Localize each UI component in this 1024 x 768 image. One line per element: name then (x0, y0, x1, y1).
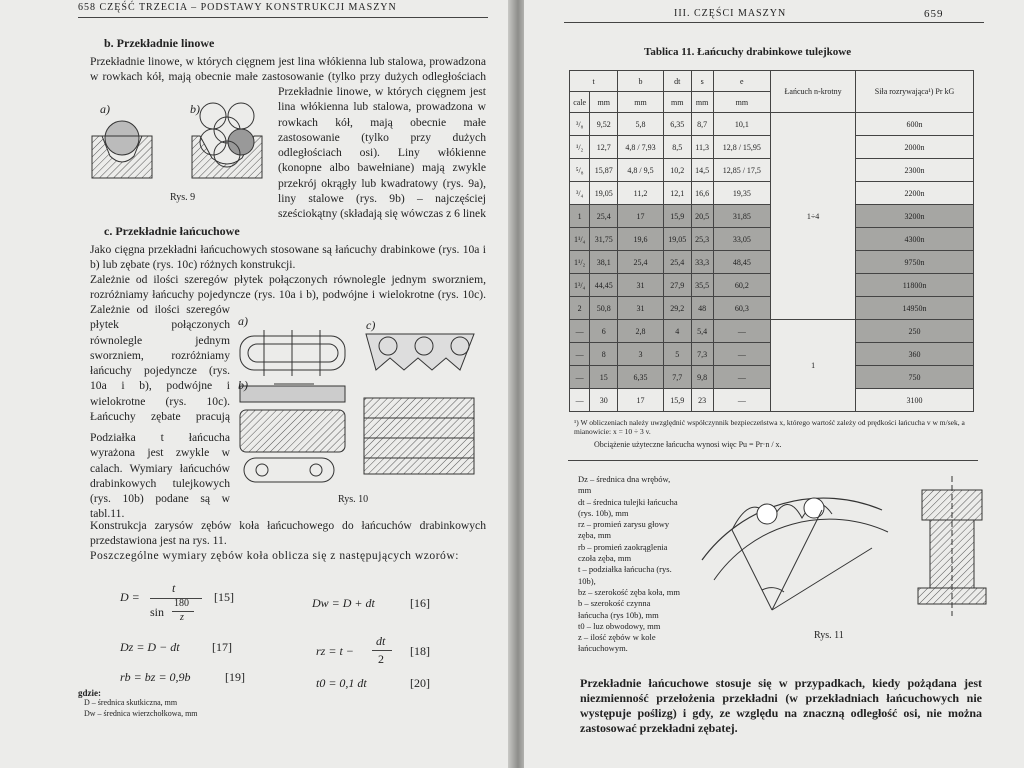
cell-pitch-inch: ¹/₂ (570, 136, 590, 159)
unit-mm-e: mm (713, 92, 770, 113)
cell-b: 31 (618, 297, 664, 320)
formula-15-numerator: t (172, 581, 176, 595)
cell-s: 23 (691, 389, 713, 412)
legend-item: rb – promień zaokrąglenia czoła zęba, mm (578, 541, 668, 564)
section-c-paragraph-3: Podziałka t łańcucha wyrażona jest zwykle w calach. Wymiary łańcuchów drabinkowych tulejkowych (rys. 10b) podane są w tabl.11. (90, 431, 230, 520)
legend-item: dt – średnica tulejki łańcucha (rys. 10b), mm (578, 496, 678, 518)
formula-15-sin: sin (150, 605, 165, 619)
cell-pitch-inch: ⁵/₈ (570, 159, 590, 182)
cell-s: 35,5 (691, 274, 713, 297)
section-c-title: c. Przekładnie łańcuchowe (104, 224, 240, 238)
cell-dt: 15,9 (663, 389, 691, 412)
figure-10-label-c: c) (366, 318, 376, 332)
cell-breaking-force: 11800n (856, 274, 974, 297)
cell-e: 60,3 (713, 297, 770, 320)
cell-b: 31 (618, 274, 664, 297)
cell-s: 5,4 (691, 320, 713, 343)
cell-pitch-inch: — (570, 366, 590, 389)
cell-pitch-inch: 1 (570, 205, 590, 228)
col-header-e: e (713, 71, 770, 92)
legend-item: z – ilość zębów w kole łańcuchowym. (578, 632, 656, 654)
figure-9-rope-cross-sections (82, 96, 272, 186)
closing-paragraph: Przekładnie łańcuchowe stosuje się w przypadkach, kiedy pożądana jest niezmienność przełożenia przekładni (w przekładniach łańcuchowych nie występuje poślizg) i gdy, ze względu na znaczną odległość osi, nie można zastosować przekładni zębatej. (580, 676, 982, 735)
cell-dt: 19,05 (663, 228, 691, 251)
cell-breaking-force: 14950n (856, 297, 974, 320)
cell-s: 33,3 (691, 251, 713, 274)
cell-b: 17 (618, 205, 664, 228)
cell-pitch-mm: 50,8 (590, 297, 618, 320)
legend-item: rz – promień zarysu głowy zęba, mm (578, 519, 670, 541)
cell-pitch-mm: 15 (590, 366, 618, 389)
col-header-s: s (691, 71, 713, 92)
cell-pitch-inch: 2 (570, 297, 590, 320)
table-row (570, 320, 974, 343)
cell-breaking-force: 2200n (856, 182, 974, 205)
legend-item: b – szerokość czynna łańcucha (rys 10b), mm (578, 598, 659, 620)
cell-s: 14,5 (691, 159, 713, 182)
cell-breaking-force: 9750n (856, 251, 974, 274)
right-page-number: 659 (924, 8, 944, 20)
formula-16-number: [16] (410, 596, 430, 610)
right-page (524, 0, 1024, 768)
col-header-n: Łańcuch n-krotny (771, 71, 856, 113)
cell-pitch-inch: ³/₄ (570, 182, 590, 205)
cell-pitch-mm: 19,05 (590, 182, 618, 205)
cell-b: 17 (618, 389, 664, 412)
cell-pitch-mm: 9,52 (590, 113, 618, 136)
formula-16: Dw = D + dt (312, 596, 375, 610)
chain-dimension-table (569, 70, 974, 412)
cell-breaking-force: 2000n (856, 136, 974, 159)
cell-s: 8,7 (691, 113, 713, 136)
cell-pitch-inch: 1³/₄ (570, 274, 590, 297)
cell-dt: 6,35 (663, 113, 691, 136)
section-b-title: b. Przekładnie linowe (104, 36, 215, 50)
cell-s: 11,3 (691, 136, 713, 159)
cell-b: 4,8 / 7,93 (618, 136, 664, 159)
table-title: Tablica 11. Łańcuchy drabinkowe tulejkowe (644, 46, 852, 58)
table-bottom-rule (568, 460, 978, 461)
formula-20: t0 = 0,1 dt (316, 676, 367, 690)
cell-e: 33,05 (713, 228, 770, 251)
formula-19-number: [19] (225, 670, 245, 684)
legend-item: bz – szerokość zęba koła, mm (578, 586, 680, 597)
cell-pitch-mm: 30 (590, 389, 618, 412)
cell-pitch-mm: 15,87 (590, 159, 618, 182)
figure-10-chain-drawings (234, 318, 484, 488)
paragraph-konstrukcja: Konstrukcja zarysów zębów koła łańcuchowego do łańcuchów drabinkowych przedstawiona jest na rys. 11. (90, 519, 486, 548)
cell-e: 12,85 / 17,5 (713, 159, 770, 182)
cell-breaking-force: 2300n (856, 159, 974, 182)
cell-e: 60,2 (713, 274, 770, 297)
cell-dt: 10,2 (663, 159, 691, 182)
formula-18-denominator: 2 (378, 652, 384, 666)
cell-b: 25,4 (618, 251, 664, 274)
cell-s: 9,8 (691, 366, 713, 389)
cell-breaking-force: 600n (856, 113, 974, 136)
figure-9-caption: Rys. 9 (170, 192, 196, 203)
figure-11-sprocket-tooth-profile (692, 470, 1012, 630)
formula-15-lhs: D = (120, 590, 140, 604)
legend-item: Dz – średnica dna wrębów, mm (578, 474, 671, 496)
unit-cale: cale (570, 92, 590, 113)
section-c-paragraph-2: Zależnie od ilości szeregów płytek połączonych równolegle jednym sworzniem, rozróżniamy łańcuchy pojedyncze (rys. 10a i b), podwójne i wielokrotne (rys. 10c). (90, 273, 486, 302)
formula-15-denominator-den: z (180, 612, 184, 623)
cell-e: 31,85 (713, 205, 770, 228)
cell-b: 6,35 (618, 366, 664, 389)
cell-dt: 27,9 (663, 274, 691, 297)
gdzie-title: gdzie: (78, 688, 101, 698)
cell-pitch-mm: 44,45 (590, 274, 618, 297)
header-rule (564, 22, 984, 23)
cell-e: 48,45 (713, 251, 770, 274)
section-b-paragraph-wrap: Przekładnie linowe, w których cięgnem jest lina włókienna lub stalowa, prowadzona w rowkach kół, mają obecnie małe zastosowanie (tylko przy dużych odległościach osi). Liny włókienne (konopne albo bawełniane) mają zwykle przekrój okrągły lub kwadratowy (rys. 9a), liny stalowe (rys. 9b) – najczęściej sześciokątny (składają się wówczas z 6 linek (278, 85, 486, 220)
formula-18-lhs: rz = t − (316, 644, 354, 658)
cell-e: — (713, 389, 770, 412)
section-c-paragraph-1: Jako cięgna przekładni łańcuchowych stosowane są łańcuchy drabinkowe (rys. 10a i b) lub zębate (rys. 10c) różnych konstrukcji. (90, 243, 486, 272)
gdzie-line-1: D – średnica skutkiczna, mm (84, 698, 178, 707)
cell-pitch-inch: — (570, 389, 590, 412)
cell-pitch-mm: 12,7 (590, 136, 618, 159)
cell-pitch-inch: 1¹/₂ (570, 251, 590, 274)
figure-10-caption: Rys. 10 (338, 494, 369, 505)
unit-mm-b: mm (618, 92, 664, 113)
formula-18-fraction-bar (372, 650, 392, 651)
cell-dt: 5 (663, 343, 691, 366)
cell-pitch-inch: — (570, 343, 590, 366)
cell-pitch-inch: ³/₈ (570, 113, 590, 136)
cell-dt: 15,9 (663, 205, 691, 228)
col-header-dt: dt (663, 71, 691, 92)
cell-pitch-mm: 6 (590, 320, 618, 343)
cell-e: 12,8 / 15,95 (713, 136, 770, 159)
section-c-paragraph-2-wrap: Zależnie od ilości szeregów płytek połączonych równolegle jednym sworzniem, rozróżniamy łańcuchy pojedyncze (rys. 10a i b), podwójne i wielokrotne (rys. 10c). Łańcuchy zębate pracują (90, 303, 230, 424)
formula-17: Dz = D − dt (120, 640, 180, 654)
unit-mm-s: mm (691, 92, 713, 113)
cell-dt: 12,1 (663, 182, 691, 205)
right-page-header: III. CZĘŚCI MASZYN (674, 8, 787, 19)
cell-breaking-force: 750 (856, 366, 974, 389)
left-page-header: 658 CZĘŚĆ TRZECIA – PODSTAWY KONSTRUKCJI MASZYN (78, 2, 397, 13)
cell-pitch-mm: 31,75 (590, 228, 618, 251)
cell-pitch-mm: 25,4 (590, 205, 618, 228)
section-b-paragraph-top: Przekładnie linowe, w których cięgnem jest lina włókienna lub stalowa, prowadzona w rowkach kół, mają obecnie małe zastosowanie (tylko przy dużych odległościach (90, 55, 486, 84)
cell-s: 20,5 (691, 205, 713, 228)
cell-b: 4,8 / 9,5 (618, 159, 664, 182)
cell-b: 11,2 (618, 182, 664, 205)
cell-dt: 25,4 (663, 251, 691, 274)
cell-pitch-mm: 8 (590, 343, 618, 366)
cell-e: 10,1 (713, 113, 770, 136)
figure-9-label-b: b) (190, 102, 200, 116)
cell-e: — (713, 343, 770, 366)
col-header-pr: Siła rozrywająca¹) Pr kG (856, 71, 974, 113)
formula-17-number: [17] (212, 640, 232, 654)
cell-b: 19,6 (618, 228, 664, 251)
cell-s: 25,3 (691, 228, 713, 251)
table-note: Obciążenie użyteczne łańcucha wynosi więc Pu = Pr·n / x. (594, 440, 782, 449)
formula-18-numerator: dt (376, 634, 386, 648)
cell-breaking-force: 4300n (856, 228, 974, 251)
cell-pitch-inch: 1¹/₄ (570, 228, 590, 251)
col-header-t: t (570, 71, 618, 92)
figure-11-legend (578, 474, 682, 655)
table-row (570, 113, 974, 136)
cell-breaking-force: 3200n (856, 205, 974, 228)
cell-pitch-inch: — (570, 320, 590, 343)
cell-b: 5,8 (618, 113, 664, 136)
legend-item: t – podziałka łańcucha (rys. 10b), (578, 564, 672, 586)
formula-15-denominator-num: 180 (174, 598, 189, 609)
cell-s: 48 (691, 297, 713, 320)
cell-dt: 29,2 (663, 297, 691, 320)
cell-breaking-force: 3100 (856, 389, 974, 412)
formula-18-number: [18] (410, 644, 430, 658)
cell-n-group-2: 1 (771, 320, 856, 412)
header-rule (78, 17, 488, 18)
legend-item: t0 – luz obwodowy, mm (578, 620, 661, 631)
figure-11-caption: Rys. 11 (814, 630, 844, 641)
paragraph-poszczegolne: Poszczególne wymiary zębów koła oblicza się z następujących wzorów: (90, 549, 459, 562)
cell-b: 2,8 (618, 320, 664, 343)
cell-dt: 7,7 (663, 366, 691, 389)
cell-e: — (713, 320, 770, 343)
formula-19: rb = bz = 0,9b (120, 670, 191, 684)
cell-n-group-1: 1÷4 (771, 113, 856, 320)
formula-15-number: [15] (214, 590, 234, 604)
cell-breaking-force: 360 (856, 343, 974, 366)
cell-pitch-mm: 38,1 (590, 251, 618, 274)
figure-10-label-a: a) (238, 314, 248, 328)
unit-mm-dt: mm (663, 92, 691, 113)
cell-dt: 4 (663, 320, 691, 343)
figure-9-label-a: a) (100, 102, 110, 116)
unit-mm-t: mm (590, 92, 618, 113)
cell-s: 16,6 (691, 182, 713, 205)
cell-e: 19,35 (713, 182, 770, 205)
cell-b: 3 (618, 343, 664, 366)
col-header-b: b (618, 71, 664, 92)
cell-e: — (713, 366, 770, 389)
formula-20-number: [20] (410, 676, 430, 690)
figure-10-label-b: b) (238, 378, 248, 392)
cell-s: 7,3 (691, 343, 713, 366)
cell-dt: 8,5 (663, 136, 691, 159)
cell-breaking-force: 250 (856, 320, 974, 343)
table-footnote: ¹) W obliczeniach należy uwzględnić współczynnik bezpieczeństwa x, którego wartość zależy od prędkości łańcucha v w m/sek, a mianowicie: x = 10 ÷ 3 v. (574, 418, 965, 436)
gdzie-line-2: Dw – średnica wierzchołkowa, mm (84, 709, 198, 718)
